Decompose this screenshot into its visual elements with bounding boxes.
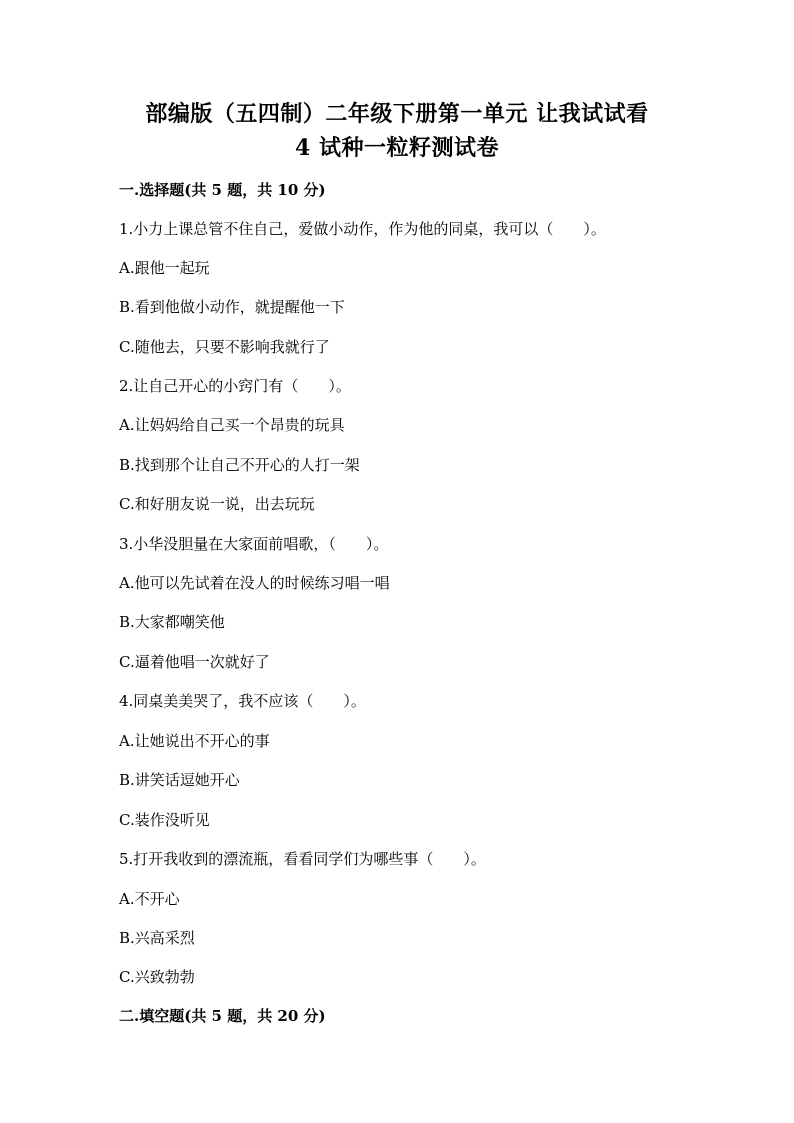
section-heading-fill-blank: 二.填空题(共 5 题，共 20 分) — [119, 1007, 326, 1025]
question-stem: 5.打开我收到的漂流瓶，看看同学们为哪些事（ ）。 — [119, 850, 486, 868]
question-option: B.讲笑话逗她开心 — [119, 771, 240, 789]
question-option: A.跟他一起玩 — [119, 259, 210, 277]
question-option: B.找到那个让自己不开心的人打一架 — [119, 456, 360, 474]
question-stem: 3.小华没胆量在大家面前唱歌，（ ）。 — [119, 535, 389, 553]
question-option: B.大家都嘲笑他 — [119, 613, 225, 631]
question-option: C.兴致勃勃 — [119, 968, 195, 986]
question-stem: 1.小力上课总管不住自己，爱做小动作，作为他的同桌，我可以（ ）。 — [119, 220, 606, 238]
exam-title-line2: 4 试种一粒籽测试卷 — [295, 135, 499, 161]
question-option: A.不开心 — [119, 890, 180, 908]
question-option: B.看到他做小动作，就提醒他一下 — [119, 298, 345, 316]
question-option: C.和好朋友说一说，出去玩玩 — [119, 495, 315, 513]
question-option: C.逼着他唱一次就好了 — [119, 653, 270, 671]
question-option: A.他可以先试着在没人的时候练习唱一唱 — [119, 574, 390, 592]
section-heading-choice: 一.选择题(共 5 题，共 10 分) — [119, 181, 326, 199]
question-option: A.让妈妈给自己买一个昂贵的玩具 — [119, 416, 345, 434]
question-option: B.兴高采烈 — [119, 929, 195, 947]
exam-title-line1: 部编版（五四制）二年级下册第一单元 让我试试看 — [145, 101, 649, 127]
question-option: C.随他去，只要不影响我就行了 — [119, 338, 330, 356]
question-option: A.让她说出不开心的事 — [119, 732, 270, 750]
question-stem: 4.同桌美美哭了，我不应该（ ）。 — [119, 692, 366, 710]
question-option: C.装作没听见 — [119, 811, 210, 829]
question-stem: 2.让自己开心的小窍门有（ ）。 — [119, 377, 351, 395]
